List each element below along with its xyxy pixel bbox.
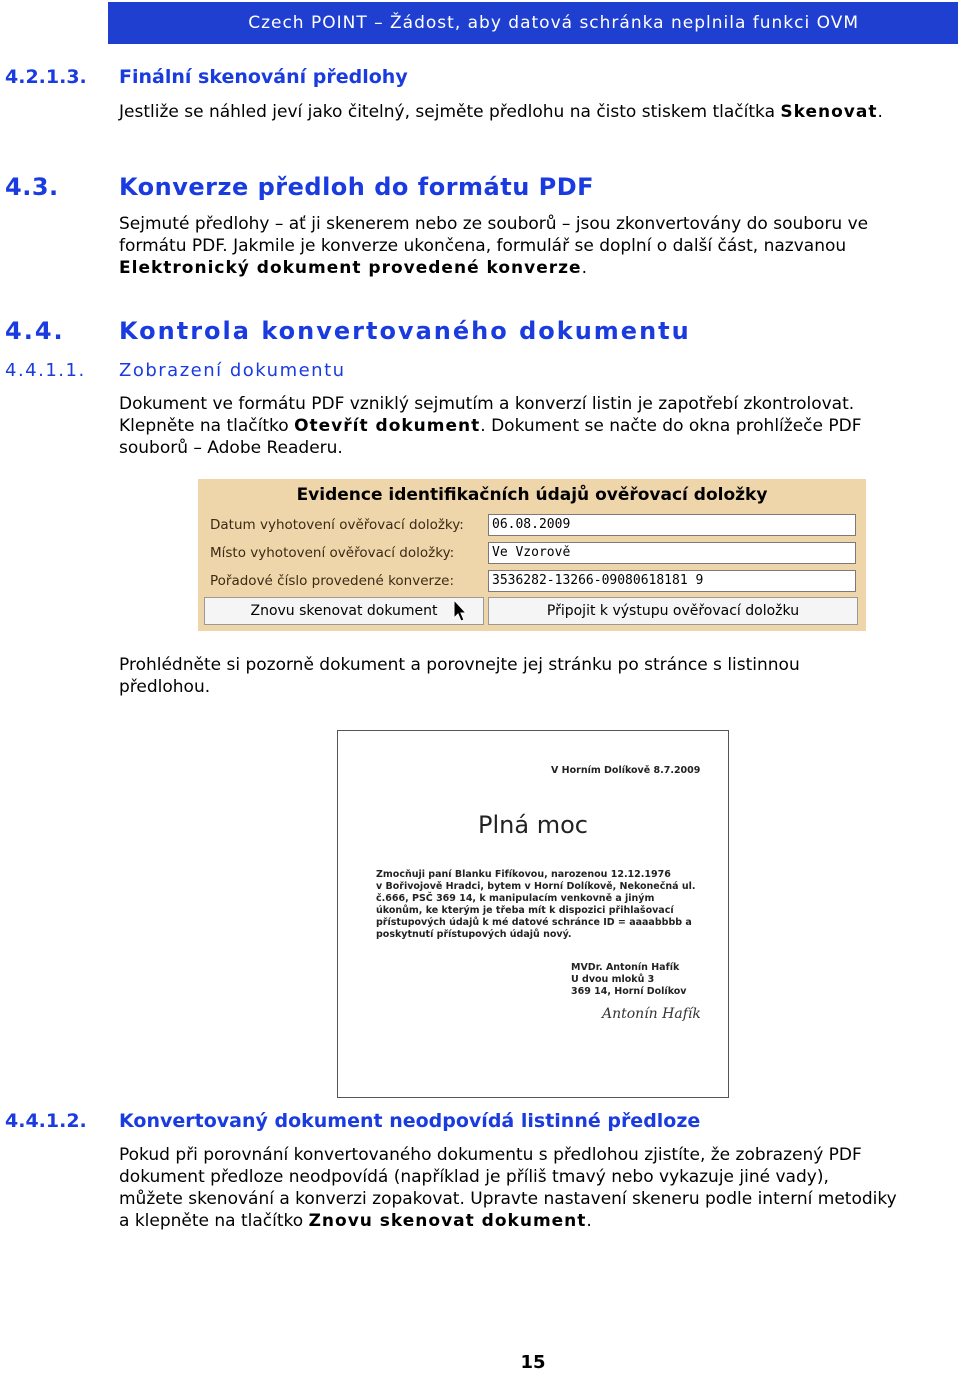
mouse-cursor-icon	[453, 599, 469, 628]
text: Jestliže se náhled jeví jako čitelný, sejměte předlohu na čisto stiskem tlačítka	[119, 102, 781, 122]
section-title: Zobrazení dokumentu	[119, 360, 346, 381]
section-number: 4.4.1.2.	[5, 1110, 87, 1132]
bold-term: Znovu skenovat dokument	[308, 1211, 587, 1231]
paragraph-line: Pokud při porovnání konvertovaného dokumentu s předlohou zjistíte, že zobrazený PDF	[119, 1145, 862, 1165]
paragraph-line: Prohlédněte si pozorně dokument a porovnejte jej stránku po stránce s listinnou	[119, 655, 800, 675]
bold-term: Elektronický dokument provedené konverze	[119, 258, 582, 278]
pdf-body	[376, 869, 695, 941]
pdf-signer-city: 369 14, Horní Dolíkov	[571, 986, 687, 997]
text: a klepněte na tlačítko	[119, 1211, 309, 1231]
text: .	[581, 258, 587, 278]
button-label: Připojit k výstupu ověřovací doložku	[546, 603, 800, 619]
pdf-title: Plná moc	[478, 811, 588, 839]
paragraph-line: formátu PDF. Jakmile je konverze ukončena, formulář se doplní o další část, nazvanou	[119, 236, 847, 256]
date-field[interactable]: 06.08.2009	[488, 514, 856, 536]
paragraph	[119, 393, 949, 459]
section-number: 4.4.	[5, 317, 65, 345]
pdf-document-preview	[337, 730, 729, 1098]
pdf-body-line: č.666, PSČ 369 14, k manipulacím venkovně a jiným	[376, 893, 655, 904]
pdf-signer-street: U dvou mloků 3	[571, 974, 655, 985]
paragraph	[119, 213, 949, 279]
pdf-body-line: úkonům, ke kterým je třeba mít k dispozici přihlašovací	[376, 905, 674, 916]
text: .	[877, 102, 883, 122]
paragraph-line: dokument předloze neodpovídá (například je příliš tmavý nebo vykazuje jiné vady),	[119, 1167, 829, 1187]
pdf-place-date: V Horním Dolíkově 8.7.2009	[551, 765, 701, 776]
pdf-handwritten-signature: Antonín Hafík	[602, 1006, 701, 1022]
bold-term: Otevřít dokument	[294, 416, 481, 436]
document-header	[108, 2, 958, 44]
pdf-body-line: v Bořivojově Hradci, bytem v Horní Dolíkově, Nekonečná ul.	[376, 881, 696, 892]
pdf-body-line: Zmocňuji paní Blanku Fifíkovou, narozenou 12.12.1976	[376, 869, 671, 880]
attach-certification-button[interactable]	[488, 597, 858, 625]
form-title: Evidence identifikačních údajů ověřovací doložky	[296, 485, 768, 505]
button-label: Znovu skenovat dokument	[250, 603, 438, 619]
paragraph-line: můžete skenování a konverzi zopakovat. Upravte nastavení skeneru podle interní metodiky	[119, 1189, 897, 1209]
pdf-body-line: přístupových údajů k mé datové schránce ID = aaaabbbb a	[376, 917, 692, 928]
conversion-number-field[interactable]: 3536282-13266-09080618181 9	[488, 570, 856, 592]
text: . Dokument se načte do okna prohlížeče PDF	[480, 416, 862, 436]
paragraph-line: Sejmuté předlohy – ať ji skenerem nebo ze souborů – jsou zkonvertovány do souboru ve	[119, 214, 869, 234]
page-number: 15	[520, 1352, 546, 1373]
conversion-form-screenshot	[198, 479, 866, 631]
section-title: Finální skenování předlohy	[119, 66, 408, 88]
section-title: Konverze předloh do formátu PDF	[119, 173, 595, 201]
form-label-date: Datum vyhotovení ověřovací doložky:	[210, 517, 464, 533]
section-number: 4.3.	[5, 173, 59, 201]
paragraph	[119, 654, 949, 698]
pdf-signature-block	[571, 962, 686, 998]
form-label-conversion-number: Pořadové číslo provedené konverze:	[210, 573, 455, 589]
rescan-document-button[interactable]	[204, 597, 484, 625]
paragraph-line	[119, 1210, 949, 1232]
paragraph-line	[119, 415, 949, 437]
bold-term: Skenovat	[780, 102, 878, 122]
section-title: Kontrola konvertovaného dokumentu	[119, 317, 691, 345]
header-title: Czech POINT – Žádost, aby datová schránka neplnila funkci OVM	[248, 13, 859, 33]
paragraph-line: předlohou.	[119, 677, 211, 697]
paragraph-line	[119, 257, 949, 279]
pdf-body-line: poskytnutí přístupových údajů nový.	[376, 929, 572, 940]
paragraph-line: Dokument ve formátu PDF vzniklý sejmutím a konverzí listin je zapotřebí zkontrolovat.	[119, 394, 855, 414]
paragraph-line: souborů – Adobe Readeru.	[119, 438, 343, 458]
section-number: 4.4.1.1.	[5, 360, 86, 381]
section-number: 4.2.1.3.	[5, 66, 87, 88]
text: .	[586, 1211, 592, 1231]
place-field[interactable]: Ve Vzorově	[488, 542, 856, 564]
paragraph	[119, 101, 949, 123]
section-title: Konvertovaný dokument neodpovídá listinné předloze	[119, 1110, 701, 1132]
pdf-signer-name: MVDr. Antonín Hafík	[571, 962, 680, 973]
form-label-place: Místo vyhotovení ověřovací doložky:	[210, 545, 455, 561]
text: Klepněte na tlačítko	[119, 416, 295, 436]
paragraph	[119, 1144, 949, 1232]
